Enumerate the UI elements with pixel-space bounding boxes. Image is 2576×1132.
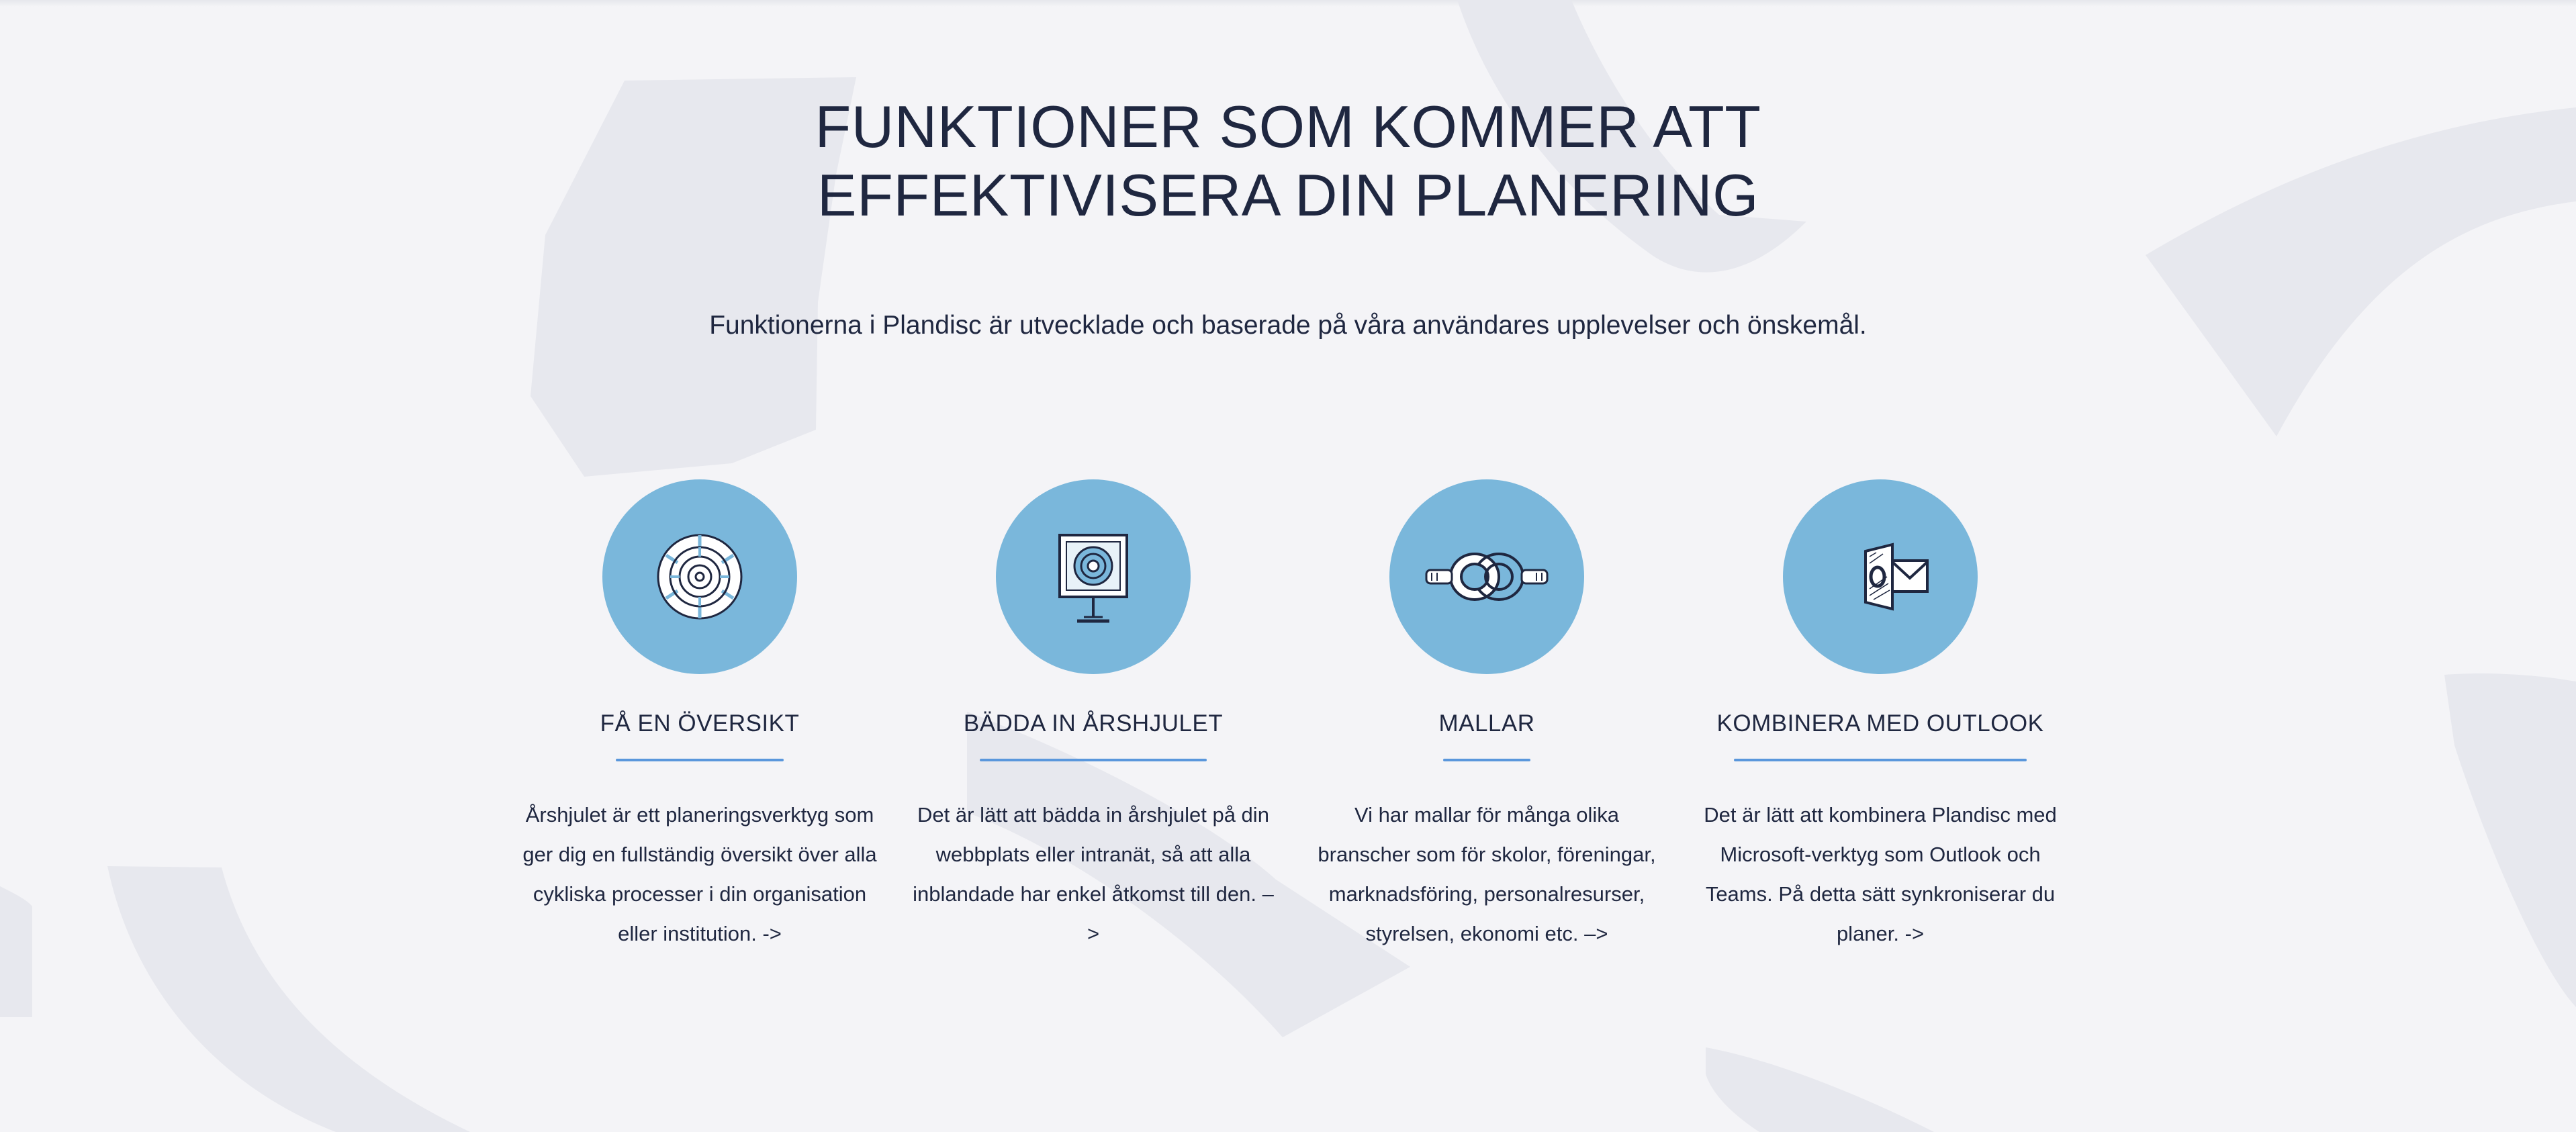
feature-title-underline [1443, 759, 1530, 761]
feature-title-underline [1734, 759, 2027, 761]
feature-description: Vi har mallar för många olika branscher som för skolor, föreningar, marknadsföring, personalresurser, styrelsen, ekonomi etc. –> [1318, 803, 1656, 945]
feature-icon-circle [602, 479, 797, 674]
feature-description: Årshjulet är ett planeringsverktyg som ger dig en fullständig översikt över alla cykliska processer i din organisation eller institution. -> [522, 803, 877, 945]
feature-title[interactable]: MALLAR [1438, 710, 1535, 737]
section-title-line-1: FUNKTIONER SOM KOMMER ATT [815, 93, 1761, 160]
linked-rings-icon [1420, 510, 1554, 644]
feature-card-templates[interactable] [1299, 479, 1675, 953]
feature-icon-circle [1389, 479, 1584, 674]
feature-title[interactable]: KOMBINERA MED OUTLOOK [1716, 710, 2044, 737]
outlook-icon [1813, 510, 1947, 644]
section-title [616, 93, 1960, 230]
feature-icon-circle [996, 479, 1191, 674]
feature-title-underline [616, 759, 784, 761]
feature-description: Det är lätt att bädda in årshjulet på din webbplats eller intranät, så att alla inblandade har enkel åtkomst till den. –> [913, 803, 1274, 945]
feature-icon-circle [1783, 479, 1978, 674]
feature-title-underline [980, 759, 1207, 761]
feature-card-outlook[interactable] [1692, 479, 2068, 953]
feature-description: Det är lätt att kombinera Plandisc med Microsoft-verktyg som Outlook och Teams. På detta sätt synkroniserar du planer. -> [1704, 803, 2057, 945]
feature-title[interactable]: BÄDDA IN ÅRSHJULET [963, 710, 1224, 737]
embed-monitor-icon [1026, 510, 1160, 644]
section-subtitle: Funktionerna i Plandisc är utvecklade och baserade på våra användares upplevelser och önskemål. [709, 311, 1867, 340]
feature-title[interactable]: FÅ EN ÖVERSIKT [600, 710, 800, 737]
section-title-line-2: EFFEKTIVISERA DIN PLANERING [817, 162, 1759, 228]
feature-card-overview[interactable] [512, 479, 888, 953]
feature-card-embed[interactable] [905, 479, 1281, 953]
year-wheel-icon [633, 510, 767, 644]
